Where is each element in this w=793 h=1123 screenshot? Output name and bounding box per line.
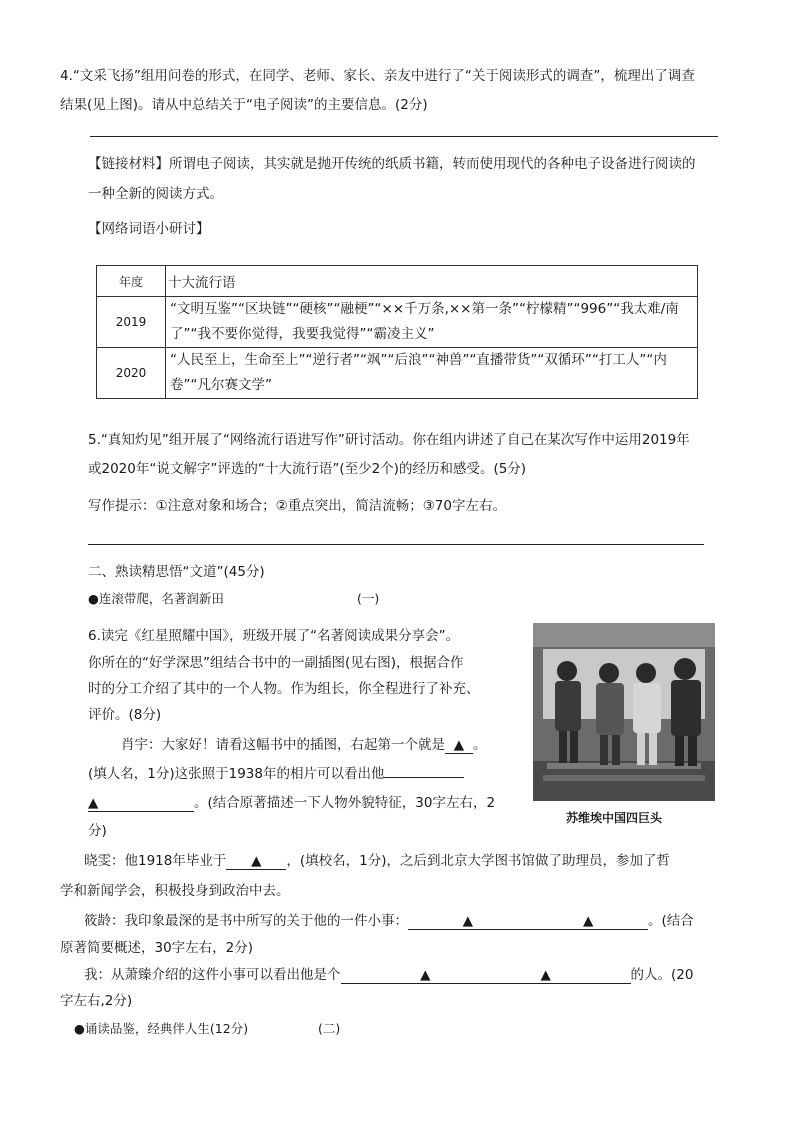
material-section-title: 【网络词语小研讨】 [88, 221, 210, 237]
material-line1: 【链接材料】所谓电子阅读，其实就是抛开传统的纸质书籍，转而使用现代的各种电子设备进行阅读的 [88, 156, 696, 172]
q5-line1: 5.“真知灼见”组开展了“网络流行语进写作”研讨活动。你在组内讲述了自己在某次写作中运用2019年 [88, 432, 690, 448]
table-row [97, 348, 698, 399]
header-words: 十大流行语 [166, 266, 698, 297]
xiaoyu-line3 [88, 791, 495, 812]
blank-mark: ▲ [540, 967, 551, 983]
buzzword-table [96, 265, 698, 399]
table-header-row [97, 266, 698, 297]
xiaowen-text1a: 晓雯：他1918年毕业于 [84, 853, 227, 869]
blank-mark: ▲ [453, 737, 465, 753]
section2-sub2: ●诵读品鉴，经典伴人生(12分) [74, 1021, 249, 1036]
blank-mark: ▲ [583, 913, 594, 929]
appearance-blank-b[interactable] [88, 795, 194, 812]
appearance-blank-a[interactable] [384, 777, 464, 778]
q4-line1: 4.“文采飞扬”组用问卷的形式，在同学、老师、家长、亲友中进行了“关于阅读形式的调查”，梳理出了调查 [60, 68, 695, 84]
table-row [97, 297, 698, 348]
blank-mark: ▲ [462, 913, 473, 929]
xiaoling-line2: 原著简要概述，30字左右，2分) [60, 940, 254, 956]
q5-answer-line [88, 544, 704, 545]
material-line2: 一种全新的阅读方式。 [88, 186, 223, 202]
xiaoling-line1 [84, 909, 694, 930]
section2-sub1-num: (一) [357, 591, 380, 606]
character-blank[interactable] [341, 967, 631, 984]
xiaoyu-line1: 肖宇：大家好！请看这幅书中的插图，右起第一个就是 ▲ 。 [121, 737, 487, 753]
section2-sub2-num: (二) [318, 1021, 341, 1036]
blank-mark: ▲ [88, 795, 99, 811]
photo-caption: 苏维埃中国四巨头 [566, 811, 663, 825]
q5-line2: 或2020年“说文解字”评选的“十大流行语”(至少2个)的经历和感受。(5分) [88, 461, 527, 477]
school-blank[interactable] [226, 853, 286, 870]
xiaoling-text1b: 。(结合 [648, 913, 694, 929]
xiaowen-line2: 学和新闻学会，积极投身到政治中去。 [60, 883, 290, 899]
q6-line2: 你所在的“好学深思”组结合书中的一副插图(见右图)，根据合作 [88, 655, 464, 671]
row-words: “文明互鉴”“区块链”“硬核”“融梗”“××千万条,××第一条”“柠檬精”“996”“我太难/南了”“我不要你觉得，我要我觉得”“霸凌主义” [166, 297, 698, 348]
row-words: “人民至上，生命至上”“逆行者”“飒”“后浪”“神兽”“直播带货”“双循环”“打工人”“内卷”“凡尔赛文学” [166, 348, 698, 399]
xiaoyu-line4: 分) [88, 823, 107, 839]
xiaoyu-text1: 肖宇：大家好！请看这幅书中的插图，右起第一个就是 [121, 737, 445, 753]
row-year: 2020 [97, 348, 166, 399]
me-text1a: 我：从萧臻介绍的这件小事可以看出他是个 [84, 967, 341, 983]
historical-photo [533, 623, 715, 801]
blank-mark: ▲ [251, 853, 262, 869]
xiaoling-text1a: 筱龄：我印象最深的是书中所写的关于他的一件小事： [84, 913, 408, 929]
xiaoyu-line2 [88, 762, 464, 782]
xiaowen-text1b: ，(填校名，1分)，之后到北京大学图书馆做了助理员，参加了哲 [286, 853, 670, 869]
q6-line1: 6.读完《红星照耀中国》，班级开展了“名著阅读成果分享会”。 [88, 628, 460, 644]
xiaoyu-text3: 。(结合原著描述一下人物外貌特征，30字左右，2 [194, 795, 496, 811]
me-line1 [84, 963, 693, 984]
xiaowen-line1 [84, 849, 670, 870]
header-year: 年度 [97, 266, 166, 297]
q6-line4: 评价。(8分) [88, 707, 162, 723]
row-year: 2019 [97, 297, 166, 348]
me-line2: 字左右,2分) [60, 993, 133, 1009]
xiaoyu-text2: (填人名，1分)这张照于1938年的相片可以看出他 [88, 766, 385, 782]
blank-mark: ▲ [420, 967, 431, 983]
q6-line3: 时的分工介绍了其中的一个人物。作为组长，你全程进行了补充、 [88, 681, 480, 697]
story-blank[interactable] [408, 913, 648, 930]
q5-hint: 写作提示：①注意对象和场合；②重点突出，简洁流畅；③70字左右。 [88, 498, 506, 514]
name-blank[interactable] [445, 737, 473, 754]
section2-sub1: ●连滚带爬，名著润新田 [88, 591, 224, 606]
q4-answer-line [90, 136, 718, 137]
q4-line2: 结果(见上图)。请从中总结关于“电子阅读”的主要信息。(2分) [60, 97, 428, 113]
me-text1b: 的人。(20 [630, 967, 694, 983]
section2-title: 二、熟读精思悟“文道”(45分) [88, 564, 265, 580]
